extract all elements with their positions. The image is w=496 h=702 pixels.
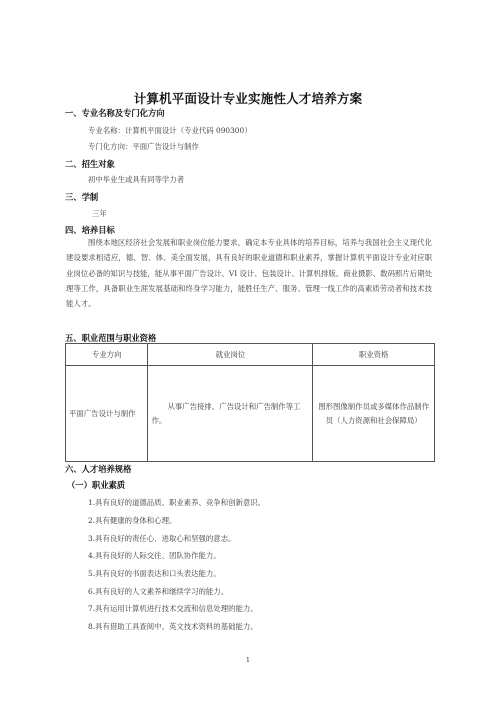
- page-number: 1: [245, 656, 251, 664]
- objective-paragraph: 围绕本地区经济社会发展和职业岗位能力要求，确定本专业具体的培养目标，培养与我国社会主义现代化建设要求相适应，德、智、体、美全面发展，具有良好的职业道德和职业素养，掌握计算机平面设计专业对应职业岗位必备的知识与技能，能从事平面广告设计、VI 设计、包装设计、计算机排版、商业摄影、数码照片后期处理等工作，具备职业生涯发展基础和终身学习能力，能胜任生产、服务、管理一线工作的高素质劳动者和技术技能人才。: [66, 238, 432, 309]
- subsection-heading-quality: （一）职业素质: [67, 480, 126, 490]
- duration: 三年: [92, 209, 107, 218]
- table-header-cell: 就业岗位: [148, 344, 313, 366]
- list-item: 6.具有良好的人文素养和继续学习的能力。: [88, 587, 229, 596]
- table-cell-direction: 平面广告设计与制作: [66, 366, 148, 462]
- table-cell-jobs: 从事广告接排、广告设计和广告制作等工作。: [148, 366, 313, 462]
- major-name: 专业名称：计算机平面设计（专业代码 090300）: [88, 126, 252, 135]
- page-title: 计算机平面设计专业实施性人才培养方案: [133, 91, 363, 106]
- table-header-cell: 专业方向: [66, 344, 148, 366]
- career-table: [65, 343, 435, 462]
- table-row: [66, 366, 435, 462]
- list-item: 4.具有良好的人际交往、团队协作能力。: [88, 551, 221, 560]
- list-item: 3.具有良好的责任心、进取心和坚强的意志。: [88, 534, 236, 543]
- section-heading-specs: 六、人才培养规格: [65, 464, 132, 474]
- enrollment-target: 初中毕业生或具有同等学力者: [88, 175, 185, 184]
- list-item: 2.具有健康的身体和心理。: [88, 516, 177, 525]
- table-cell-qualification: 图形图像制作员或多媒体作品制作员（人力资源和社会保障局）: [313, 366, 435, 462]
- section-heading-major: 一、专业名称及专门化方向: [65, 108, 165, 118]
- list-item: 8.具有借助工具查阅中、英文技术资料的基础能力。: [88, 622, 258, 631]
- section-heading-objective: 四、培养目标: [65, 225, 115, 235]
- specialization: 专门化方向：平面广告设计与制作: [88, 142, 199, 151]
- list-item: 7.具有运用计算机进行技术交流和信息处理的能力。: [88, 604, 258, 613]
- section-heading-duration: 三、学制: [65, 192, 99, 202]
- table-header-cell: 职业资格: [313, 344, 435, 366]
- section-heading-enrollment: 二、招生对象: [65, 159, 115, 169]
- list-item: 5.具有良好的书面表达和口头表达能力。: [88, 569, 221, 578]
- section-heading-career: 五、职业范围与职业资格: [65, 333, 157, 343]
- table-header-row: [66, 344, 435, 366]
- list-item: 1.具有良好的道德品质、职业素养、竞争和创新意识。: [88, 498, 266, 507]
